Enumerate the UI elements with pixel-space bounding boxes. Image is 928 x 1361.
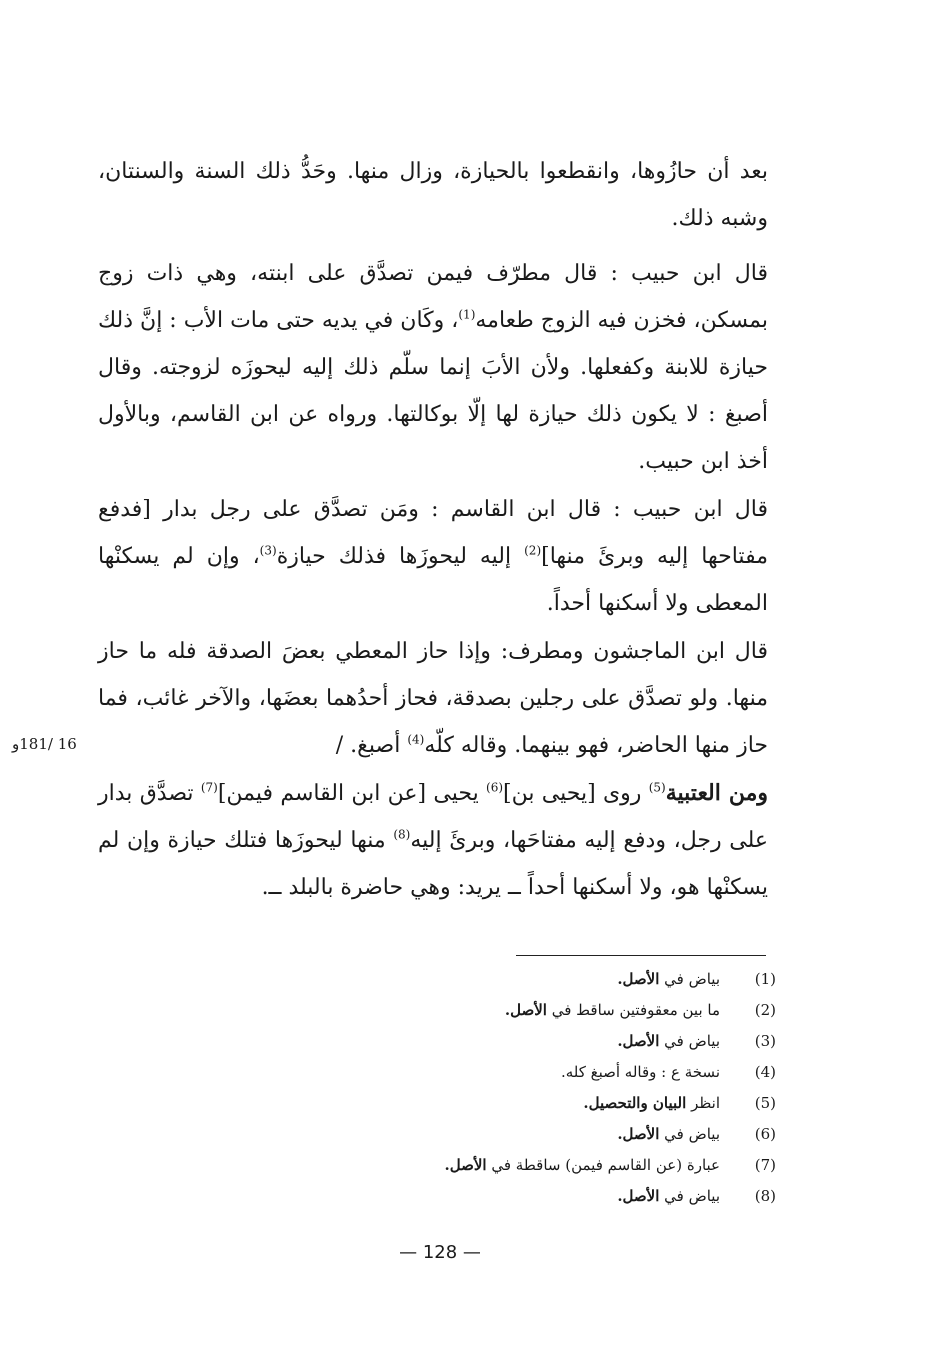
- footnote-text: بياض في: [659, 1124, 720, 1143]
- footnote-bold: الأصل.: [617, 1186, 660, 1205]
- paragraph-2: [98, 250, 768, 485]
- footnote-number: (3): [754, 1031, 776, 1050]
- footnote-bold: الأصل.: [504, 1000, 547, 1019]
- paragraph-3: [98, 486, 768, 627]
- footnote: [380, 994, 776, 1025]
- paragraph-4: [98, 628, 768, 769]
- text-run: تصدَّق بدار على رجل، ودفع إليه مفتاحَها، وبرئَ إليه: [98, 781, 768, 853]
- footnote: [380, 1118, 776, 1149]
- footnote: [380, 1025, 776, 1056]
- text-run: ، وكَان في يديه حتى مات الأب : إنَّ ذلك حيازة للابنة وكفعلها. ولأن الأبَ إنما سلّم ذلك إليه ليحوزَه لزوجته. وقال أصبغ : لا يكون ذلك حيازة لها إلّا بوكالتها. ورواه عن ابن القاسم، وبالأول أخذ ابن حبيب.: [98, 308, 768, 474]
- text-run: منها ليحوزَها فتلك حيازة وإن لم يسكنْها هو، ولا أسكنها أحداً ــ يريد: وهي حاضرة بالبلد ــ.: [98, 828, 768, 900]
- footnote-separator: [516, 955, 766, 956]
- footnote: [380, 963, 776, 994]
- footnote-marker: (3): [259, 543, 277, 558]
- footnote-bold: الأصل.: [617, 1031, 660, 1050]
- paragraph-5: [98, 770, 768, 911]
- footnote-number: (2): [754, 1000, 776, 1019]
- footnote: [380, 1056, 776, 1087]
- text-run: يحيى [عن ابن القاسم فيمن]: [217, 781, 486, 806]
- page-number: — 128 —: [399, 1242, 481, 1263]
- footnote-marker: (7): [200, 780, 218, 795]
- footnote-number: (4): [754, 1062, 776, 1081]
- footnote-text: بياض في: [659, 1031, 720, 1050]
- footnote-text: ما بين معقوفتين ساقط في: [546, 1000, 720, 1019]
- source-title: ومن العتبية: [665, 780, 768, 806]
- footnote: [380, 1087, 776, 1118]
- text-run: قال ابن حبيب : قال مطرّف فيمن تصدَّق على ابنته، وهي ذات زوج بمسكن، فخزن فيه الزوج طعامه: [98, 261, 768, 333]
- footnote-number: (6): [754, 1124, 776, 1143]
- text-run: قال ابن الماجشون ومطرف: وإذا حاز المعطي بعضَ الصدقة فله ما حاز منها. ولو تصدَّق على رجلين بصدقة، فحاز أحدُهما بعضَها، والآخر غائب، فما حاز منها الحاضر، فهو بينهما. وقاله كلّه: [98, 639, 768, 758]
- footnote: [380, 1180, 776, 1211]
- paragraph-1-text: بعد أن حازُوها، وانقطعوا بالحيازة، وزال منها. وحَدُّ ذلك السنة والسنتان، وشبه ذلك.: [98, 159, 768, 231]
- footnote-number: (7): [754, 1155, 776, 1174]
- footnote-number: (5): [754, 1093, 776, 1112]
- text-run: إليه ليحوزَها فذلك حيازة: [276, 544, 525, 569]
- footnote-marker: (6): [486, 780, 504, 795]
- text-run: ، وإن لم يسكنْها المعطى ولا أسكنها أحداً.: [98, 544, 768, 616]
- footnote-text: بياض في: [659, 969, 720, 988]
- text-run: أصبغ. /: [335, 733, 408, 758]
- footnote-marker: (8): [393, 827, 411, 842]
- footnote: [380, 1149, 776, 1180]
- footnotes: [380, 963, 776, 1211]
- footnote-number: (8): [754, 1186, 776, 1205]
- footnote-text: نسخة ع : وقاله أصبغ كله.: [560, 1062, 720, 1081]
- footnote-text: عبارة (عن القاسم فيمن) ساقطة في: [486, 1155, 720, 1174]
- footnote-bold: البيان والتحصيل.: [583, 1093, 687, 1112]
- paragraph-1: [98, 148, 768, 242]
- footnote-marker: (1): [458, 307, 476, 322]
- footnote-marker: (4): [407, 732, 425, 747]
- text-run: روى [يحيى بن]: [503, 781, 649, 806]
- text-run: قال ابن حبيب : قال ابن القاسم : ومَن تصدَّق على رجل بدار [فدفع مفتاحها إليه وبرئَ منها]: [98, 497, 768, 569]
- footnote-text: بياض في: [659, 1186, 720, 1205]
- footnote-marker: (2): [524, 543, 542, 558]
- footnote-marker: (5): [648, 780, 666, 795]
- footnote-text: انظر: [686, 1093, 720, 1112]
- footnote-bold: الأصل.: [617, 969, 660, 988]
- marginal-folio-reference: 16 /181و: [12, 735, 77, 753]
- footnote-number: (1): [754, 969, 776, 988]
- footnote-bold: الأصل.: [617, 1124, 660, 1143]
- footnote-bold: الأصل.: [444, 1155, 487, 1174]
